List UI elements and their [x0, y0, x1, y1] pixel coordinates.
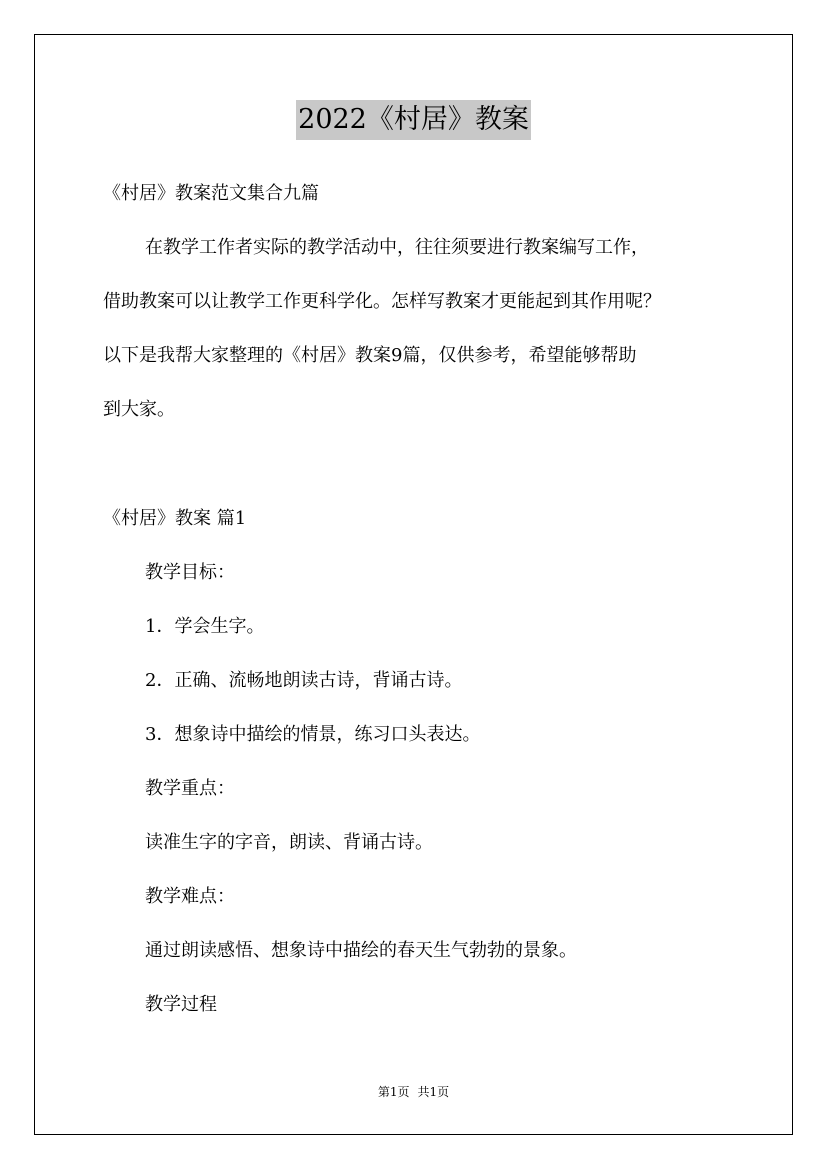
section-line: 教学难点： [145, 886, 235, 907]
section-line: 通过朗读感悟、想象诗中描绘的春天生气勃勃的景象。 [145, 940, 577, 961]
section-line: 读准生字的字音，朗读、背诵古诗。 [145, 832, 433, 853]
document-title: 2022《村居》教案 [296, 100, 531, 140]
intro-line: 在教学工作者实际的教学活动中，往往须要进行教案编写工作， [145, 237, 649, 258]
section-line: 1．学会生字。 [145, 616, 265, 637]
intro-line: 以下是我帮大家整理的《村居》教案9篇，仅供参考，希望能够帮助 [103, 345, 637, 366]
page-total: 共1页 [417, 1085, 450, 1099]
section-line: 2．正确、流畅地朗读古诗，背诵古诗。 [145, 670, 463, 691]
section-line: 教学重点： [145, 778, 235, 799]
section-heading: 《村居》教案 篇1 [103, 508, 247, 529]
page-footer [0, 1084, 827, 1100]
page-number: 第1页 [377, 1085, 410, 1099]
section-line: 3．想象诗中描绘的情景，练习口头表达。 [145, 724, 481, 745]
intro-line: 到大家。 [103, 399, 175, 420]
title-container [0, 100, 827, 140]
section-line: 教学目标： [145, 562, 235, 583]
document-subtitle: 《村居》教案范文集合九篇 [103, 183, 319, 204]
section-line: 教学过程 [145, 994, 217, 1015]
intro-line: 借助教案可以让教学工作更科学化。怎样写教案才更能起到其作用呢？ [103, 291, 661, 312]
